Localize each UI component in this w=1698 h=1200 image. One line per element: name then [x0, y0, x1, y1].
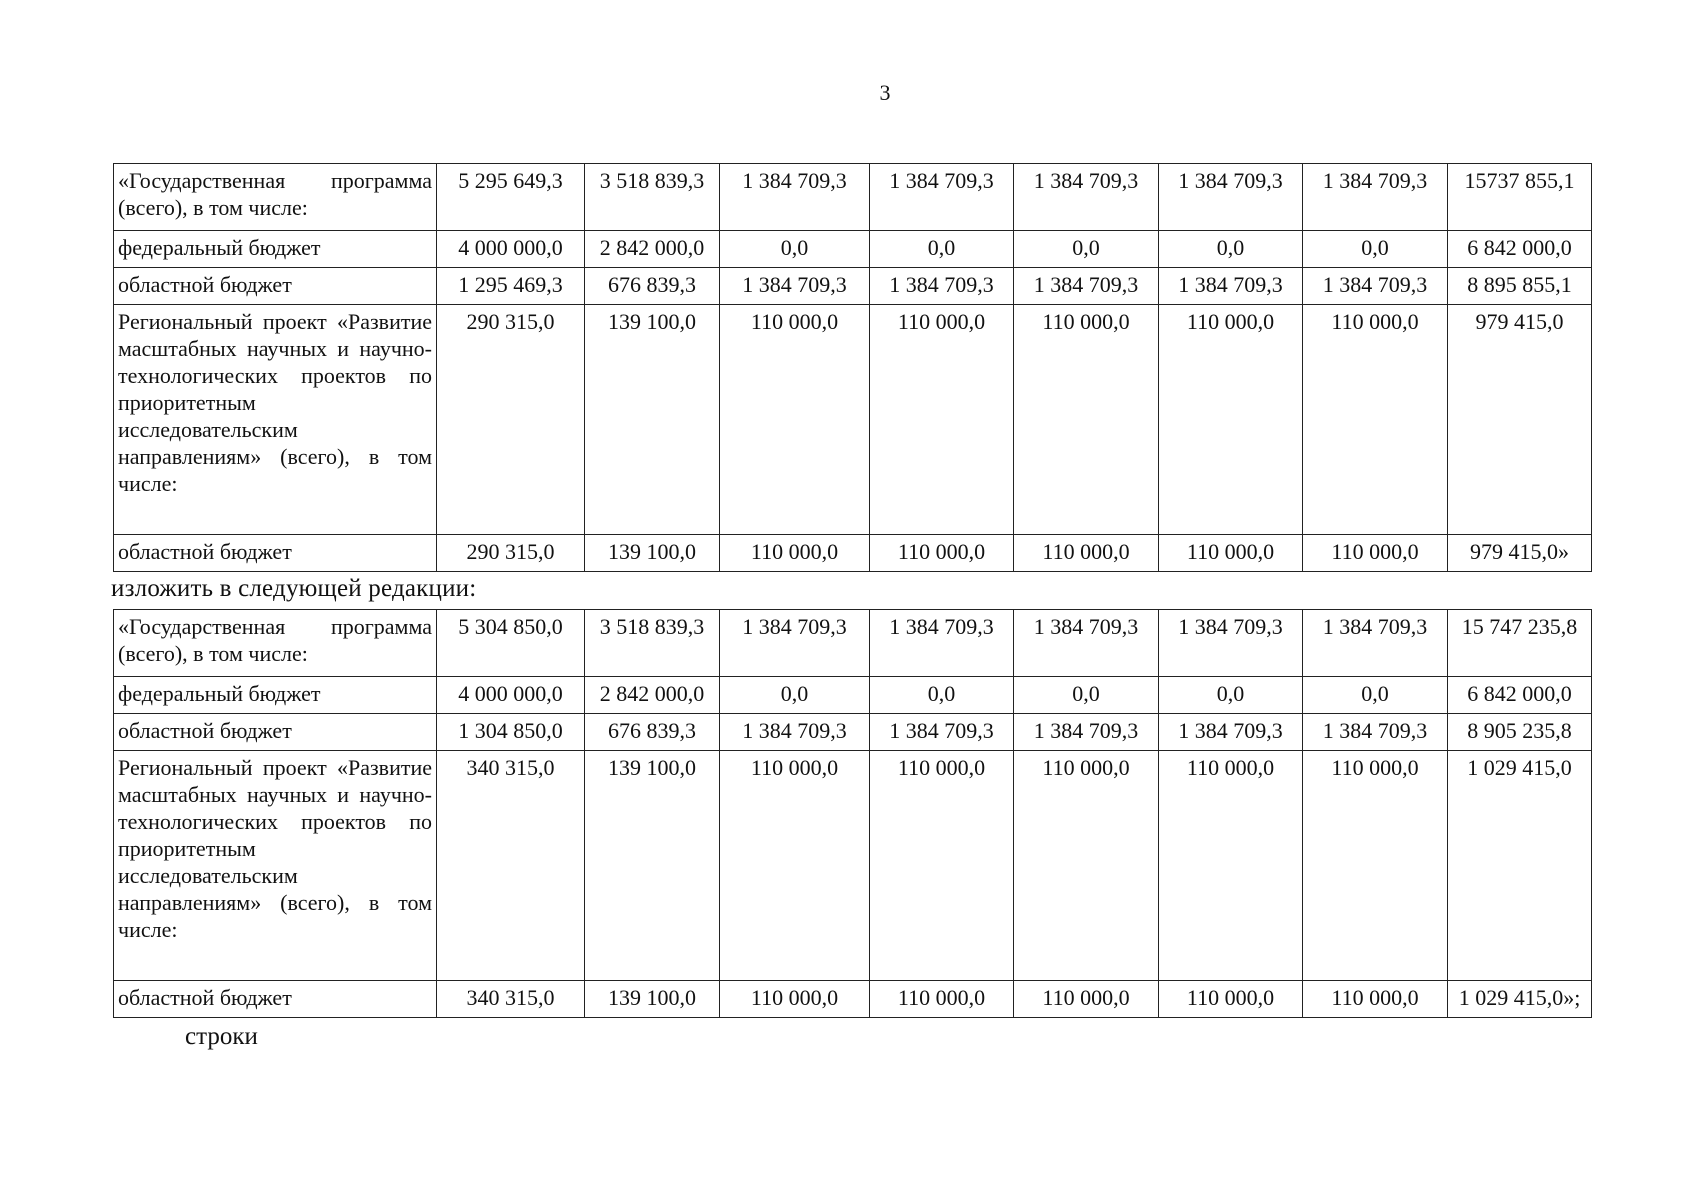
- row-label: «Государственная программа (всего), в том числе:: [114, 610, 437, 677]
- value-cell: 139 100,0: [585, 751, 720, 981]
- value-cell: 0,0: [1159, 677, 1303, 714]
- new-table-body: [114, 610, 1592, 1018]
- value-cell: 110 000,0: [870, 535, 1014, 572]
- value-cell: 1 384 709,3: [720, 164, 870, 231]
- row-label: областной бюджет: [114, 535, 437, 572]
- value-cell: 110 000,0: [1303, 305, 1448, 535]
- value-cell: 0,0: [870, 677, 1014, 714]
- value-cell: 110 000,0: [720, 305, 870, 535]
- value-cell: 0,0: [1014, 677, 1159, 714]
- value-cell: 1 384 709,3: [1159, 714, 1303, 751]
- row-label: областной бюджет: [114, 981, 437, 1018]
- value-cell: 1 384 709,3: [870, 268, 1014, 305]
- total-cell: 15 747 235,8: [1448, 610, 1592, 677]
- value-cell: 139 100,0: [585, 535, 720, 572]
- total-cell: 6 842 000,0: [1448, 231, 1592, 268]
- value-cell: 110 000,0: [1303, 981, 1448, 1018]
- value-cell: 110 000,0: [1303, 751, 1448, 981]
- row-label: областной бюджет: [114, 714, 437, 751]
- value-cell: 139 100,0: [585, 305, 720, 535]
- row-label: Региональный проект «Развитие масштабных научных и научно-технологических проектов по приоритетным исследовательским направлениям» (всего), в том числе:: [114, 305, 437, 535]
- value-cell: 676 839,3: [585, 714, 720, 751]
- value-cell: 2 842 000,0: [585, 677, 720, 714]
- value-cell: 110 000,0: [1014, 535, 1159, 572]
- table-row: [114, 231, 1592, 268]
- value-cell: 110 000,0: [1303, 535, 1448, 572]
- table-row: [114, 268, 1592, 305]
- trailer-text: строки: [185, 1023, 258, 1050]
- value-cell: 1 384 709,3: [720, 610, 870, 677]
- value-cell: 0,0: [720, 231, 870, 268]
- value-cell: 1 384 709,3: [1303, 164, 1448, 231]
- value-cell: 110 000,0: [870, 751, 1014, 981]
- value-cell: 1 384 709,3: [1303, 714, 1448, 751]
- value-cell: 110 000,0: [1159, 751, 1303, 981]
- value-cell: 5 304 850,0: [437, 610, 585, 677]
- value-cell: 110 000,0: [1014, 751, 1159, 981]
- row-label: Региональный проект «Развитие масштабных научных и научно-технологических проектов по приоритетным исследовательским направлениям» (всего), в том числе:: [114, 751, 437, 981]
- value-cell: 110 000,0: [720, 751, 870, 981]
- value-cell: 110 000,0: [1014, 305, 1159, 535]
- value-cell: 110 000,0: [720, 981, 870, 1018]
- old-table-body: [114, 164, 1592, 572]
- value-cell: 110 000,0: [720, 535, 870, 572]
- value-cell: 676 839,3: [585, 268, 720, 305]
- value-cell: 1 384 709,3: [1014, 714, 1159, 751]
- total-cell: 8 895 855,1: [1448, 268, 1592, 305]
- value-cell: 139 100,0: [585, 981, 720, 1018]
- value-cell: 0,0: [1303, 231, 1448, 268]
- total-cell: 1 029 415,0: [1448, 751, 1592, 981]
- value-cell: 3 518 839,3: [585, 164, 720, 231]
- value-cell: 1 295 469,3: [437, 268, 585, 305]
- value-cell: 0,0: [1159, 231, 1303, 268]
- table-row: [114, 610, 1592, 677]
- value-cell: 340 315,0: [437, 981, 585, 1018]
- value-cell: 4 000 000,0: [437, 677, 585, 714]
- row-label: федеральный бюджет: [114, 677, 437, 714]
- total-cell: 979 415,0: [1448, 305, 1592, 535]
- value-cell: 110 000,0: [870, 305, 1014, 535]
- value-cell: 2 842 000,0: [585, 231, 720, 268]
- table-row: [114, 981, 1592, 1018]
- value-cell: 1 384 709,3: [1014, 610, 1159, 677]
- value-cell: 1 304 850,0: [437, 714, 585, 751]
- table-row: [114, 305, 1592, 535]
- value-cell: 110 000,0: [1159, 305, 1303, 535]
- value-cell: 1 384 709,3: [720, 714, 870, 751]
- total-cell: 979 415,0»: [1448, 535, 1592, 572]
- row-label: федеральный бюджет: [114, 231, 437, 268]
- table-row: [114, 535, 1592, 572]
- value-cell: 3 518 839,3: [585, 610, 720, 677]
- value-cell: 1 384 709,3: [870, 610, 1014, 677]
- value-cell: 110 000,0: [1159, 535, 1303, 572]
- row-label: «Государственная программа (всего), в том числе:: [114, 164, 437, 231]
- table-row: [114, 677, 1592, 714]
- total-cell: 8 905 235,8: [1448, 714, 1592, 751]
- total-cell: 6 842 000,0: [1448, 677, 1592, 714]
- value-cell: 1 384 709,3: [1159, 610, 1303, 677]
- value-cell: 290 315,0: [437, 535, 585, 572]
- value-cell: 110 000,0: [1159, 981, 1303, 1018]
- value-cell: 290 315,0: [437, 305, 585, 535]
- row-label: областной бюджет: [114, 268, 437, 305]
- value-cell: 340 315,0: [437, 751, 585, 981]
- amendment-caption: изложить в следующей редакции:: [111, 575, 477, 602]
- table-row: [114, 164, 1592, 231]
- value-cell: 1 384 709,3: [1014, 164, 1159, 231]
- value-cell: 1 384 709,3: [1303, 268, 1448, 305]
- table-row: [114, 751, 1592, 981]
- value-cell: 0,0: [1303, 677, 1448, 714]
- value-cell: 1 384 709,3: [870, 714, 1014, 751]
- table-row: [114, 714, 1592, 751]
- value-cell: 0,0: [720, 677, 870, 714]
- value-cell: 5 295 649,3: [437, 164, 585, 231]
- value-cell: 1 384 709,3: [870, 164, 1014, 231]
- value-cell: 4 000 000,0: [437, 231, 585, 268]
- value-cell: 1 384 709,3: [720, 268, 870, 305]
- value-cell: 0,0: [870, 231, 1014, 268]
- page-number: 3: [879, 80, 891, 105]
- total-cell: 15737 855,1: [1448, 164, 1592, 231]
- new-budget-table: [113, 609, 1592, 1018]
- value-cell: 1 384 709,3: [1014, 268, 1159, 305]
- value-cell: 1 384 709,3: [1159, 164, 1303, 231]
- value-cell: 0,0: [1014, 231, 1159, 268]
- value-cell: 1 384 709,3: [1159, 268, 1303, 305]
- value-cell: 1 384 709,3: [1303, 610, 1448, 677]
- value-cell: 110 000,0: [870, 981, 1014, 1018]
- old-budget-table: [113, 163, 1592, 572]
- total-cell: 1 029 415,0»;: [1448, 981, 1592, 1018]
- value-cell: 110 000,0: [1014, 981, 1159, 1018]
